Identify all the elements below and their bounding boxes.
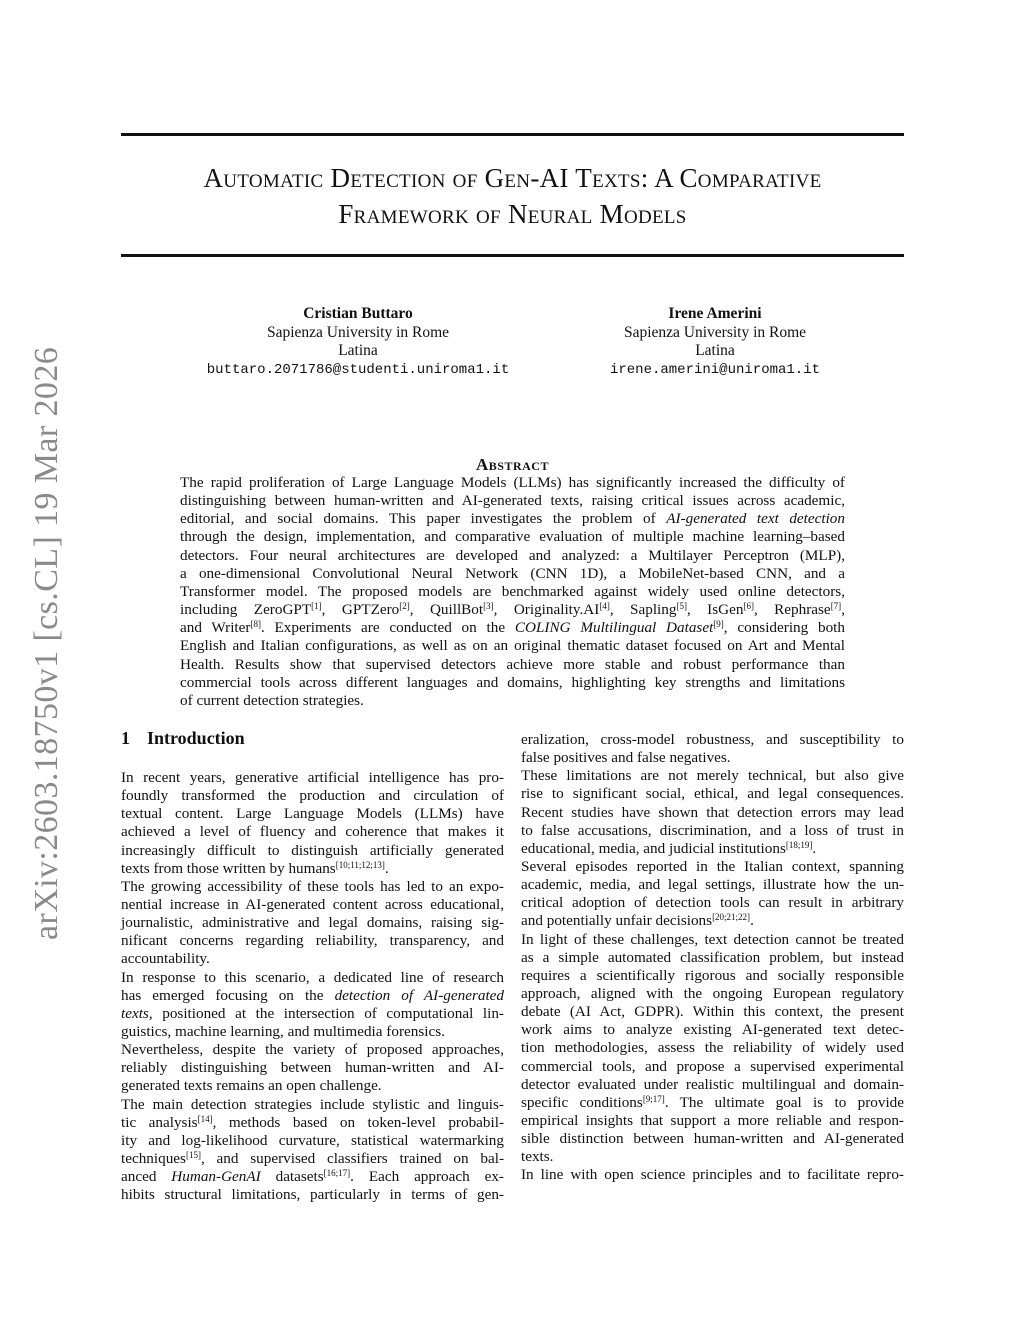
abstract-emphasis: COLING Multilingual Dataset [514,619,714,637]
body-text: , and supervised classifiers trained on bal- [200,1149,504,1167]
body-line: detector evaluated under realistic multilingual and domain- [521,1075,904,1093]
abstract-line [180,619,845,637]
body-line: commercial tools, and propose a supervised experimental [521,1057,904,1075]
body-line [121,860,504,878]
author-location: Latina [695,342,735,359]
title-rule-bottom [121,254,904,257]
body-line: approach, aligned with the ongoing European regulatory [521,984,904,1002]
citation[interactable]: [16;17] [323,1168,351,1179]
body-line: The growing accessibility of these tools has led to an expo- [121,877,504,895]
citation[interactable]: [8] [250,619,261,630]
right-column [521,731,904,1185]
body-line [121,1005,504,1023]
body-text: educational, media, and judicial institutions [521,839,786,857]
body-line [121,1150,504,1168]
body-line: These limitations are not merely technical, but also give [521,767,904,785]
body-line: rise to significant social, ethical, and legal consequences. [521,785,904,803]
body-line: reliably distinguishing between human-written and AI- [121,1059,504,1077]
body-line: critical adoption of detection tools can result in arbitrary [521,894,904,912]
body-line: Recent studies have shown that detection errors may lead [521,803,904,821]
title-line-2: Framework of Neural Models [338,199,687,229]
body-text: texts from those written by humans [121,859,336,877]
abstract-body [180,474,845,710]
body-text: tic analysis [121,1113,198,1131]
abstract-line: through the design, implementation, and comparative evaluation of multiple machine learning–based [180,528,845,546]
citation[interactable]: [3] [483,601,494,612]
body-line: textual content. Large Language Models (LLMs) have [121,805,504,823]
body-line: sible distinction between human-written and AI-generated [521,1130,904,1148]
body-line: as a simple automated classification problem, but instead [521,948,904,966]
abstract-line [180,510,845,528]
abstract-text: , considering both [723,619,846,637]
arxiv-identifier: arXiv:2603.18750v1 [cs.CL] 19 Mar 2026 [28,346,65,940]
body-emphasis: detection of AI-generated [334,986,505,1004]
body-line: foundly transformed the production and circulation of [121,787,504,805]
abstract-text: . Experiments are conducted on the [260,619,515,637]
abstract-line: The rapid proliferation of Large Language Models (LLMs) has significantly increased the difficulty of [180,474,845,491]
citation[interactable]: [6] [743,601,754,612]
body-text: has emerged focusing on the [121,986,335,1004]
body-text: . The ultimate goal is to provide [664,1093,904,1111]
paper-title [121,160,904,232]
abstract-text: and Writer [180,619,251,637]
body-line: debate (AI Act, GDPR). Within this context, the present [521,1003,904,1021]
body-line: achieved a level of fluency and coherence that makes it [121,823,504,841]
body-line: nential increase in AI-generated content across educational, [121,895,504,913]
author-location: Latina [338,342,378,359]
body-line [121,1168,504,1186]
abstract-text: including ZeroGPT [180,601,312,619]
body-text: , positioned at the intersection of computational lin- [148,1004,504,1022]
abstract-line: Transformer model. The proposed models are benchmarked against widely used online detectors, [180,582,845,600]
abstract-line: detectors. Four neural architectures are developed and analyzed: a Multilayer Perceptron (MLP), [180,546,845,564]
body-line: In recent years, generative artificial intelligence has pro- [121,769,504,786]
body-line: ity and log-likelihood curvature, statistical watermarking [121,1131,504,1149]
author-name: Cristian Buttaro [303,305,413,322]
body-line: In light of these challenges, text detection cannot be treated [521,930,904,948]
abstract-text: , IsGen [686,601,744,619]
abstract-text: , Sapling [609,601,677,619]
abstract-line: of current detection strategies. [180,691,364,709]
body-text: . [812,839,817,857]
abstract-line: distinguishing between human-written and AI-generated texts, raising critical issues across academic, [180,492,845,510]
title-rule-top [121,133,904,136]
body-line [121,1114,504,1132]
body-line: work aims to analyze existing AI-generated text detec- [521,1021,904,1039]
abstract-heading: Abstract [476,455,549,474]
title-line-1: Automatic Detection of Gen-AI Texts: A Comparative [203,163,822,193]
author-affiliation: Sapienza University in Rome [623,323,807,341]
body-emphasis: texts [121,1004,149,1022]
body-line: eralization, cross-model robustness, and susceptibility to [521,731,904,748]
citation[interactable]: [10;11;12;13] [335,859,385,870]
citation[interactable]: [2] [399,601,410,612]
citation[interactable]: [5] [676,601,687,612]
citation[interactable]: [4] [599,601,610,612]
abstract-line: Health. Results show that supervised detectors achieve more stable and robust performance than [180,655,845,673]
author-block-2 [535,305,895,379]
body-line: empirical insights that support a more reliable and respon- [521,1111,904,1129]
citation[interactable]: [18;19] [785,839,813,850]
abstract-line: commercial tools across different languages and domains, highlighting key strengths and limitations [180,673,845,691]
body-line: texts. [521,1148,554,1166]
abstract-line: English and Italian configurations, as well as on an original thematic dataset focused on Art and Mental [180,637,845,655]
body-text: . [750,912,754,930]
abstract-text: , QuillBot [409,601,484,619]
author-affiliation: Sapienza University in Rome [266,323,450,341]
body-line [121,987,504,1005]
body-line [521,840,904,858]
author-email[interactable]: buttaro.2071786@studenti.uniroma1.it [206,361,510,378]
body-line: requires a scientifically rigorous and socially responsible [521,966,904,984]
abstract-line [180,601,845,619]
body-text: datasets [260,1168,324,1186]
section-number: 1 [121,728,130,748]
body-line: generated texts remains an open challenge. [121,1077,382,1095]
body-emphasis: Human-GenAI [171,1168,261,1186]
abstract-text: , [841,601,845,619]
body-line: In response to this scenario, a dedicated line of research [121,968,504,986]
body-line: false positives and false negatives. [521,749,731,767]
citation[interactable]: [1] [311,601,322,612]
body-text: . Each approach ex- [350,1168,504,1186]
body-line: guistics, machine learning, and multimedia forensics. [121,1022,445,1040]
citation[interactable]: [7] [830,601,842,612]
body-text: . [384,859,389,877]
body-text: techniques [121,1149,186,1167]
body-line: journalistic, administrative and legal domains, raising sig- [121,914,504,932]
abstract-text: , GPTZero [321,601,400,619]
abstract-emphasis: AI-generated text detection [666,510,845,528]
citation[interactable]: [20;21;22] [712,912,751,923]
body-text: , methods based on token-level probabil- [212,1113,505,1131]
section-title: Introduction [147,728,245,748]
body-line [521,1094,904,1112]
abstract-line: a one-dimensional Convolutional Neural Network (CNN 1D), a MobileNet-based CNN, and a [180,564,845,582]
abstract-text: , Rephrase [753,601,831,619]
body-line: The main detection strategies include stylistic and linguis- [121,1095,504,1113]
body-line: academic, media, and legal settings, illustrate how the un- [521,876,904,894]
body-line [521,912,904,930]
citation[interactable]: [9] [713,619,724,630]
body-line: hibits structural limitations, particularly in terms of gen- [121,1186,504,1204]
citation[interactable]: [15] [185,1149,201,1160]
body-line: accountability. [121,950,210,968]
abstract-text: , Originality.AI [493,601,600,619]
body-line: tion methodologies, assess the reliability of widely used [521,1039,904,1057]
citation[interactable]: [9;17] [642,1093,665,1104]
body-line: Several episodes reported in the Italian context, spanning [521,857,904,875]
abstract-text: editorial, and social domains. This paper investigates the problem of [180,510,667,528]
citation[interactable]: [14] [197,1113,213,1124]
author-email[interactable]: irene.amerini@uniroma1.it [609,361,821,378]
body-line: to false accusations, discrimination, and a loss of trust in [521,821,904,839]
body-text: and potentially unfair decisions [521,912,713,930]
body-text: anced [121,1168,172,1186]
author-name: Irene Amerini [668,305,762,322]
body-line: nificant concerns regarding reliability, transparency, and [121,932,504,950]
section-heading [121,728,245,749]
body-line: increasingly difficult to distinguish artificially generated [121,841,504,859]
body-line: In line with open science principles and to facilitate repro- [521,1166,904,1184]
body-text: specific conditions [521,1093,643,1111]
author-block-1 [178,305,538,379]
left-column [121,769,504,1204]
body-line: Nevertheless, despite the variety of proposed approaches, [121,1041,504,1059]
